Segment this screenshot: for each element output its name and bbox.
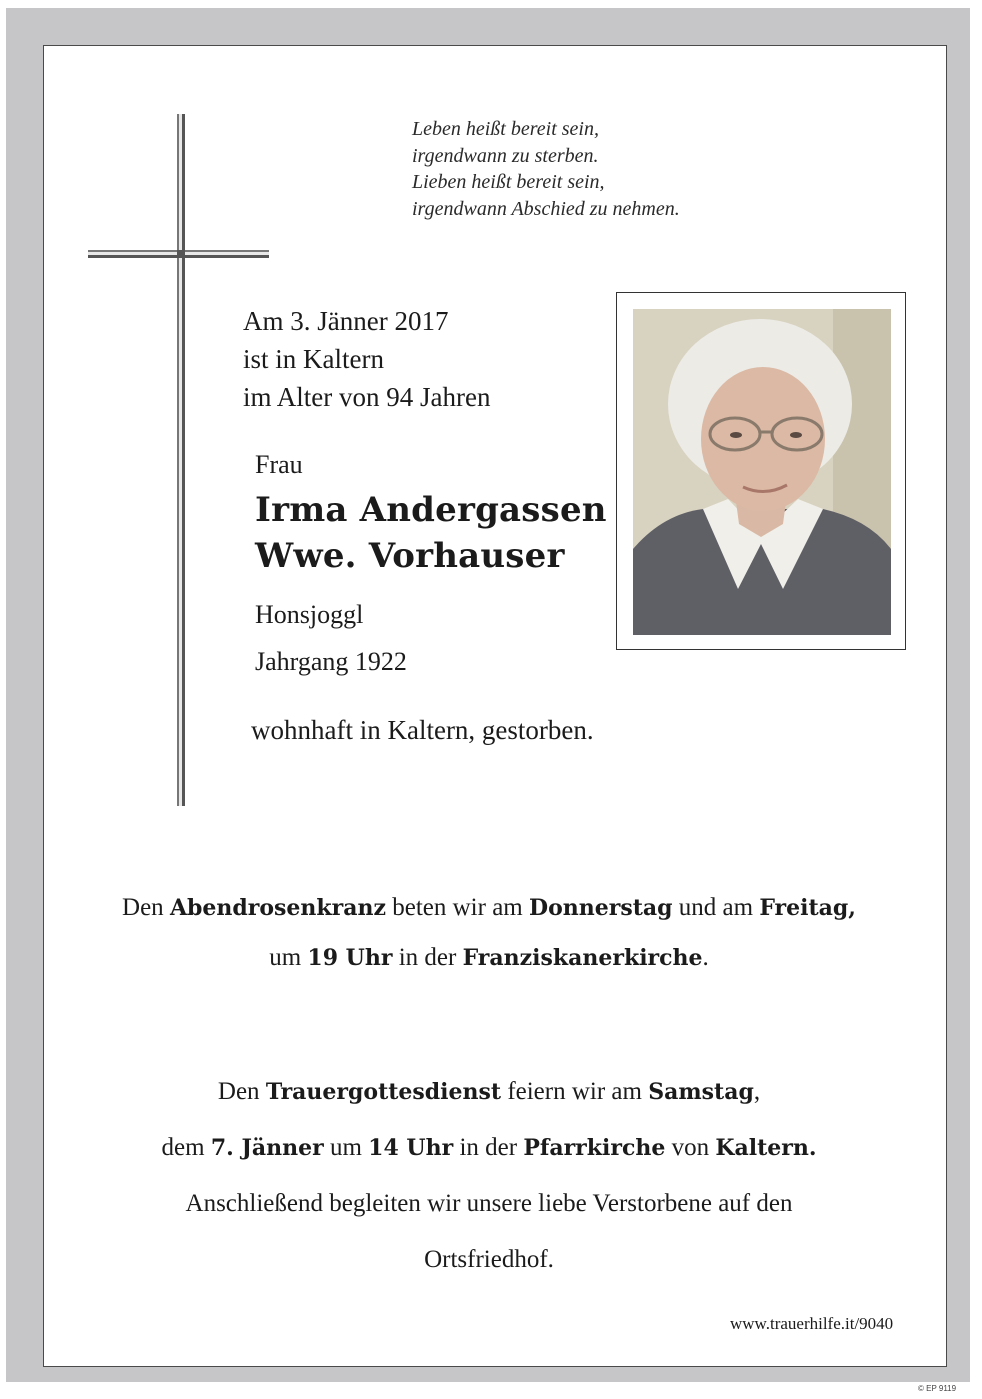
text-segment: feiern wir am: [501, 1078, 649, 1105]
residence-text: wohnhaft in Kaltern, gestorben.: [251, 715, 594, 745]
emphasis-text: Donnerstag: [529, 895, 673, 921]
text-segment: Den: [122, 894, 170, 921]
emphasis-text: Kaltern.: [715, 1135, 817, 1161]
website-link[interactable]: www.trauerhilfe.it/9040: [730, 1314, 894, 1333]
deceased-name: [255, 487, 607, 579]
birth-year: Jahrgang 1922: [255, 647, 407, 676]
honorific: Frau: [255, 450, 303, 479]
emphasis-text: Abendrosenkranz: [169, 895, 386, 921]
emphasis-text: Samstag: [648, 1079, 754, 1105]
text-segment: Den: [217, 1078, 266, 1105]
intro-line: im Alter von 94 Jahren: [243, 382, 491, 412]
text-segment: .: [702, 944, 709, 971]
emphasis-text: Freitag,: [759, 895, 856, 921]
rosary-info: [37, 883, 941, 983]
quote-line: Leben heißt bereit sein,: [412, 118, 599, 140]
cross-icon-center: [177, 250, 185, 258]
death-announcement: [243, 302, 490, 416]
service-line-1: [37, 1064, 941, 1120]
nickname: Honsjoggl: [255, 600, 364, 629]
emphasis-text: Pfarrkirche: [523, 1135, 666, 1161]
deceased-details: [255, 591, 407, 685]
text-segment: um: [323, 1134, 369, 1161]
rosary-line-1: [37, 883, 941, 933]
service-line-2: [37, 1120, 941, 1176]
text-segment: dem: [161, 1134, 211, 1161]
print-code: © EP 9119: [918, 1384, 957, 1393]
name-line-1: Irma Andergassen: [255, 490, 607, 530]
text-segment: und am: [672, 894, 760, 921]
text-segment: in der: [392, 944, 463, 971]
emphasis-text: 14 Uhr: [368, 1135, 454, 1161]
text-segment: von: [665, 1134, 716, 1161]
portrait-photo: [633, 309, 891, 635]
text-segment: ,: [753, 1078, 761, 1105]
intro-line: Am 3. Jänner 2017: [243, 306, 449, 336]
cross-icon-vertical: [177, 114, 185, 806]
memorial-quote: [412, 116, 680, 222]
emphasis-text: 7. Jänner: [210, 1135, 324, 1161]
emphasis-text: Trauergottesdienst: [265, 1079, 502, 1105]
quote-line: irgendwann zu sterben.: [412, 144, 599, 167]
service-line-3: Anschließend begleiten wir unsere liebe Verstorbene auf den: [185, 1190, 793, 1217]
portrait-frame: [616, 292, 906, 650]
funeral-service-info: [37, 1064, 941, 1288]
rosary-line-2: [37, 933, 941, 983]
emphasis-text: Franziskanerkirche: [462, 945, 703, 971]
text-segment: in der: [453, 1134, 524, 1161]
emphasis-text: 19 Uhr: [307, 945, 393, 971]
text-segment: um: [269, 944, 308, 971]
quote-line: irgendwann Abschied zu nehmen.: [412, 197, 680, 220]
text-segment: beten wir am: [385, 894, 529, 921]
quote-line: Lieben heißt bereit sein,: [412, 171, 605, 193]
name-line-2: Wwe. Vorhauser: [255, 536, 565, 576]
intro-line: ist in Kaltern: [243, 344, 384, 374]
service-line-4: Ortsfriedhof.: [424, 1246, 554, 1273]
